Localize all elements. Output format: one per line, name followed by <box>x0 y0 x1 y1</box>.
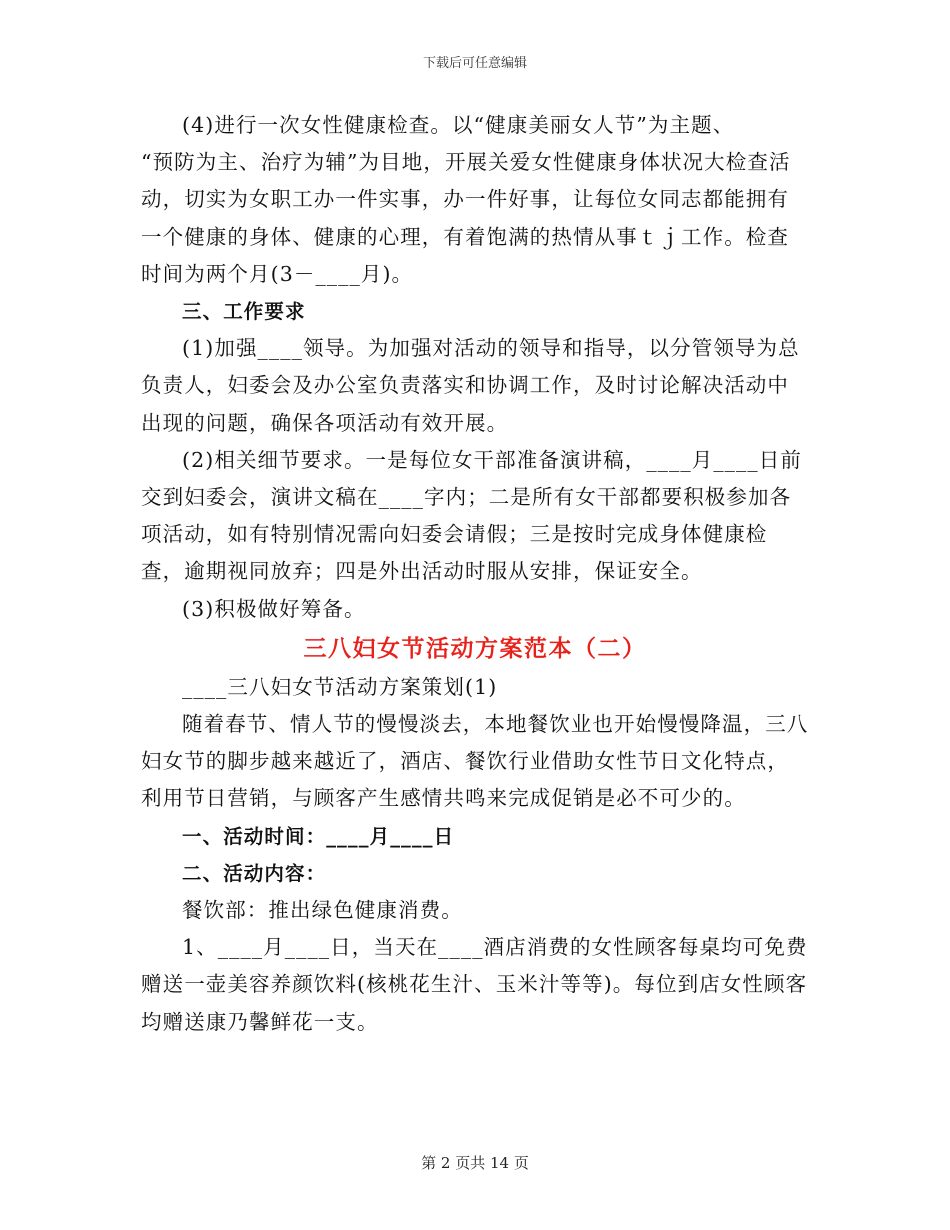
paragraph-catering: 餐饮部：推出绿色健康消费。 <box>182 898 463 923</box>
paragraph-detail-requirements: (2)相关细节要求。一是每位女干部准备演讲稿，____月____日前交到妇委会，演讲文稿在____字内；二是所有女干部都要积极参加各项活动，如有特别情况需向妇委会请假；三是按时完成身体健康检查，逾期视同放弃；四是外出活动时服从安排，保证安全。 <box>141 447 802 584</box>
page-footer: 第 2 页共 14 页 <box>421 1154 529 1172</box>
heading-activity-time: 一、活动时间：____月____日 <box>182 824 455 848</box>
paragraph-intro: 随着春节、情人节的慢慢淡去，本地餐饮业也开始慢慢降温，三八妇女节的脚步越来越近了，酒店、餐饮行业借助女性节日文化特点，利用节日营销，与顾客产生感情共鸣来完成促销是必不可少的。 <box>141 712 809 811</box>
document-body <box>141 107 809 1041</box>
heading-activity-content: 二、活动内容： <box>182 861 327 885</box>
paragraph-item-1: 1、____月____日，当天在____酒店消费的女性顾客每桌均可免费赠送一壶美容养颜饮料(核桃花生汁、玉米汁等等)。每位到店女性顾客均赠送康乃馨鲜花一支。 <box>141 935 808 1034</box>
section-title: 三八妇女节活动方案范本（二） <box>303 635 647 662</box>
paragraph-plan-subtitle: ____三八妇女节活动方案策划(1) <box>182 674 498 699</box>
page-header: 下载后可任意编辑 <box>422 56 527 71</box>
paragraph-health-check-detail: “预防为主、治疗为辅”为目地，开展关爱女性健康身体状况大检查活动，切实为女职工办一件实事，办一件好事，让每位女同志都能拥有一个健康的身体、健康的心理，有着饱满的热情从事ｔｊ工作。检查时间为两个月(3－____月)。 <box>141 150 791 286</box>
paragraph-leadership: (1)加强____领导。为加强对活动的领导和指导，以分管领导为总负责人，妇委会及办公室负责落实和协调工作，及时讨论解决活动中出现的问题，确保各项活动有效开展。 <box>141 336 800 435</box>
paragraph-health-check: (4)进行一次女性健康检查。以“健康美丽女人节”为主题、 <box>182 113 735 137</box>
heading-work-requirements: 三、工作要求 <box>182 300 306 324</box>
paragraph-preparation: (3)积极做好筹备。 <box>182 596 366 621</box>
